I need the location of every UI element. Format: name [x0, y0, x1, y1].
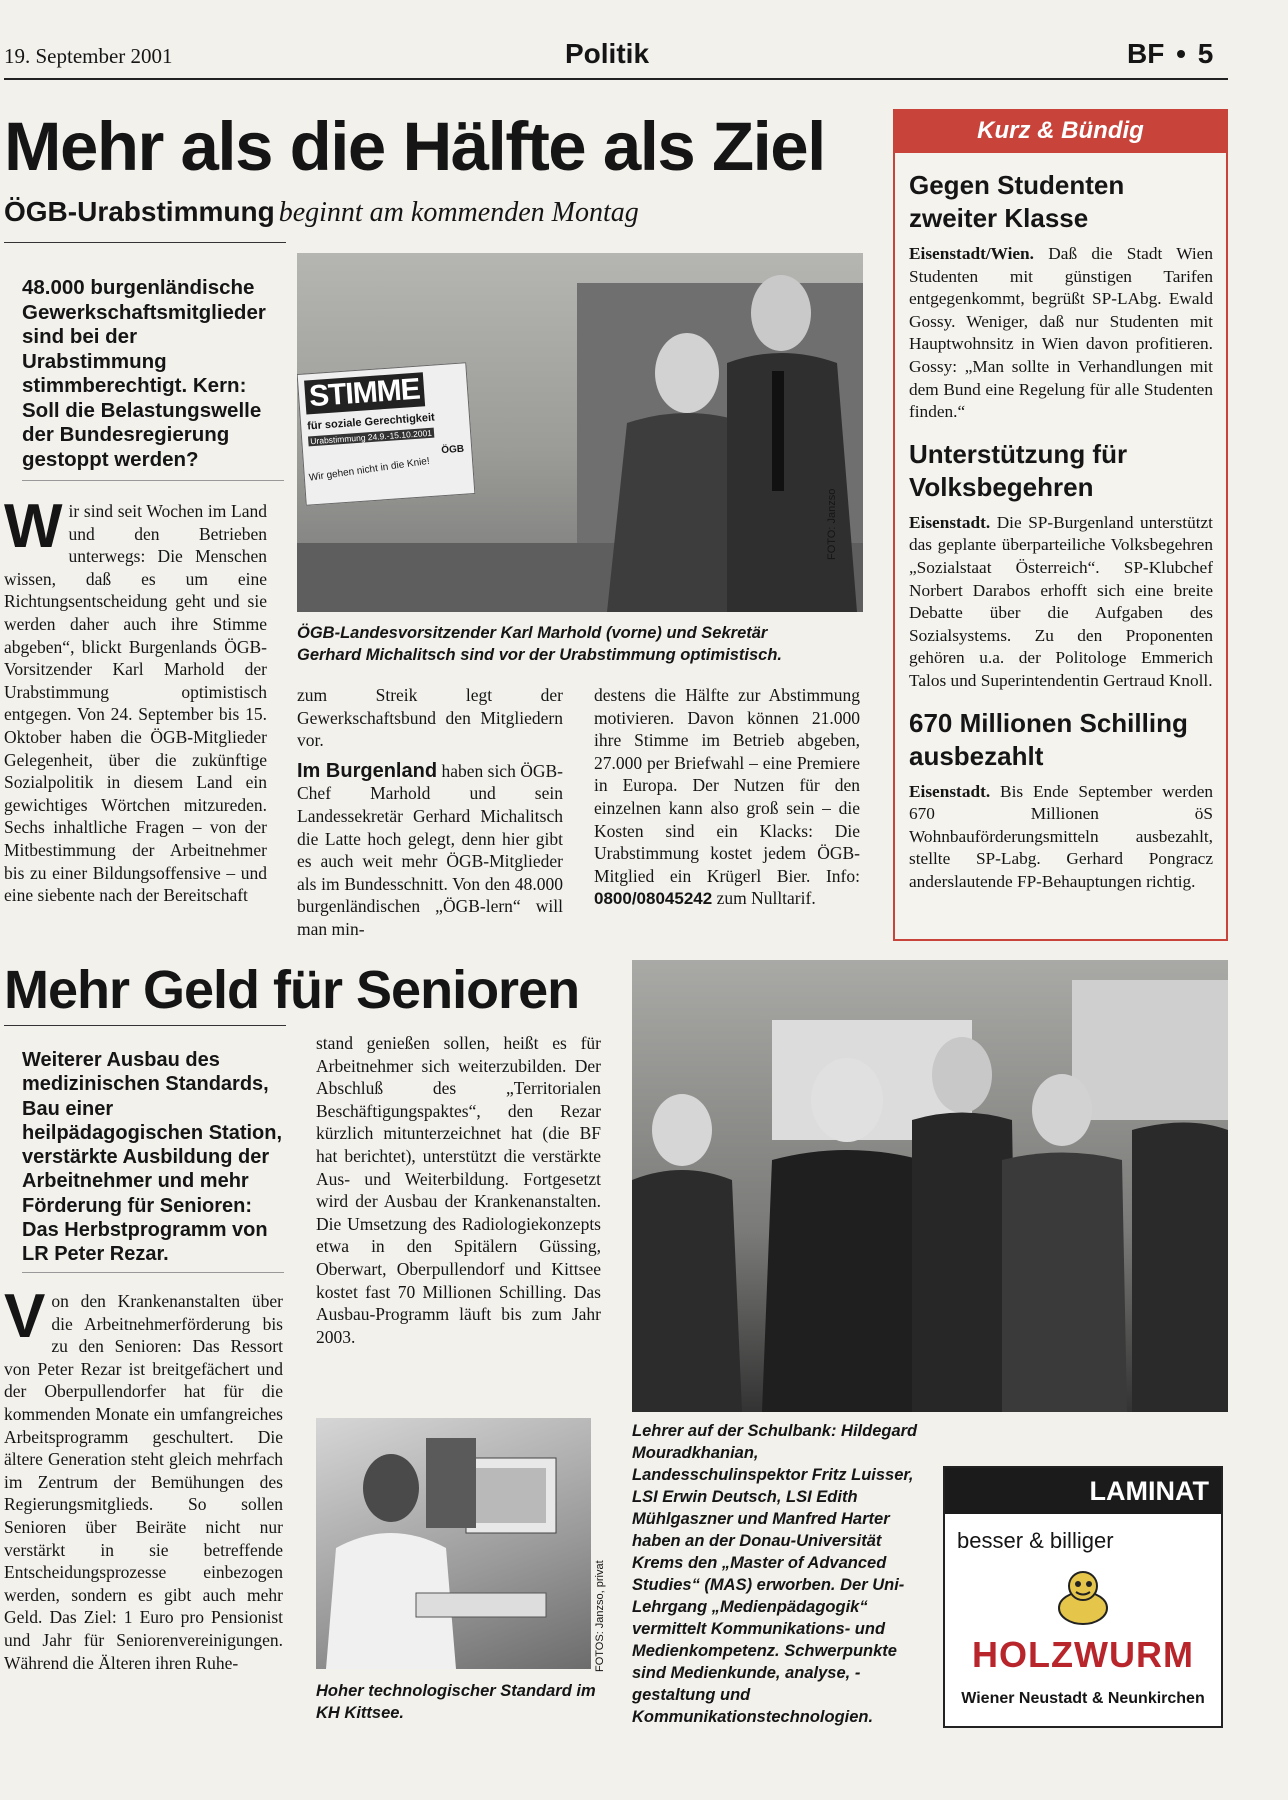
sidebar-item-2: [909, 438, 1213, 693]
article1-lead-rule: [22, 480, 284, 481]
poster-headline: STIMME: [304, 372, 425, 414]
article2-large-photo: [632, 960, 1228, 1412]
article1-subhead: [4, 196, 639, 229]
article1-dropcap: W: [4, 500, 63, 561]
sidebar-item-1-place: Eisenstadt/Wien.: [909, 244, 1034, 263]
article2-lead: Weiterer Ausbau des medizinischen Standards, Bau einer heilpädagogischen Station, verstärkte Ausbildung der Arbeitnehmer und mehr Förderung für Senioren: Das Herbstprogramm von LR Peter Rezar.: [22, 1049, 283, 1266]
article1-photo-caption: ÖGB-Landesvorsitzender Karl Marhold (vorne) und Sekretär Gerhard Michalitsch sind vor der Urabstimmung optimistisch.: [297, 624, 783, 664]
article2-photo-credit: FOTOS: Janzso, privat: [594, 1560, 606, 1672]
sidebar-title: Kurz & Bündig: [977, 117, 1144, 144]
ad-slogan: besser & billiger: [957, 1528, 1114, 1553]
page-header: [0, 36, 1228, 80]
article1-col2-text-a: zum Streik legt der Gewerkschaftsbund den Mitgliedern vor.: [297, 685, 563, 751]
article1-subhead-rest: beginnt am kommenden Montag: [278, 197, 639, 228]
article2-column-1: [4, 1290, 283, 1760]
header-paper: BF: [1127, 38, 1165, 69]
sidebar-item-2-place: Eisenstadt.: [909, 512, 991, 532]
header-separator: •: [1176, 38, 1186, 69]
article2-col2-text: stand genießen sollen, heißt es für Arbeitnehmer sich weiterzubilden. Der Abschluß des „Territorialen Beschäftigungspaktes“, den Rezar kürzlich mitunterzeichnet hat (die BF hat berichtet), unterstützt die verstärkte Aus- und Weiterbildung. Fortgesetzt wird der Ausbau der Krankenanstalten. Die Umsetzung des Radiologiekonzepts etwa in den Spitälern Güssing, Oberwart, Oberpullendorf und Kittsee kostet fast 70 Millionen Schilling. Das Ausbau-Programm läuft bis zum Jahr 2003.: [316, 1033, 601, 1347]
article1-subhead-bold: ÖGB-Urabstimmung: [4, 196, 275, 227]
sidebar-item-3-headline: 670 Millionen Schilling ausbezahlt: [909, 707, 1188, 771]
woodworm-mascot-icon: [1050, 1564, 1116, 1630]
poster-line-3: Wir gehen nicht in die Knie!: [308, 455, 431, 484]
sidebar-item-3-place: Eisenstadt.: [909, 781, 991, 801]
photo-group-graduates: [632, 960, 1228, 1412]
ad-location: Wiener Neustadt & Neunkirchen: [961, 1690, 1205, 1707]
sidebar-item-1-headline: Gegen Studenten zweiter Klasse: [909, 170, 1125, 233]
article2-headline-rule: [4, 1025, 286, 1026]
article1-col2-text-b: haben sich ÖGB-Chef Marhold und sein Landessekretär Gerhard Michalitsch die Latte hoch gelegt, denn hier gibt es auch weit mehr ÖGB-Mitglieder als im Bundesschnitt. Von den 48.000 burgenländischen „ÖGB-lern“ will man min-: [297, 760, 564, 939]
article1-subhead-rule: [4, 242, 286, 243]
photo-nurse-computer: [316, 1418, 591, 1669]
article1-col3-phone: 0800/08045242: [594, 889, 713, 909]
ad-title: LAMINAT: [1089, 1476, 1209, 1506]
article1-col3-text-a: destens die Hälfte zur Abstimmung motivieren. Davon können 21.000 ihre Stimme im Betrieb abgeben, 27.000 per Briefwahl – eine Premiere in Europa. Der Nutzen für den einzelnen kann also groß sein – die Kosten sind ein Klacks: Die Urabstimmung kostet jedem ÖGB-Mitglied ein Krügerl Bier. Info:: [594, 685, 860, 886]
article1-headline: Mehr als die Hälfte als Ziel: [4, 108, 825, 185]
article2-headline: Mehr Geld für Senioren: [4, 960, 580, 1020]
sidebar-title-bar: [895, 111, 1226, 153]
sidebar-items: [909, 169, 1213, 907]
sidebar-item-3-text: Bis Ende September werden 670 Millionen öS Wohnbauförderungsmitteln ausbezahlt, stellte SP-Labg. Gerhard Pongracz anderslautende FP-Behauptungen richtig.: [909, 781, 1214, 891]
header-section: Politik: [565, 38, 650, 69]
article2-lead-rule: [22, 1272, 284, 1273]
sidebar-item-1-body: [909, 243, 1213, 424]
article2-column-2: [316, 1032, 601, 1348]
article2-small-photo: [316, 1418, 591, 1669]
ad-holzwurm: [943, 1466, 1223, 1728]
article2-dropcap: V: [4, 1290, 46, 1351]
article1-photo-credit: FOTO: Janzso: [826, 488, 838, 560]
poster-logo: ÖGB: [440, 443, 465, 457]
article1-column-3: [594, 684, 860, 911]
article1-col1-text: ir sind seit Wochen im Land und den Betrieben unterwegs: Die Menschen wissen, daß es um eine Richtungsentscheidung geht und sie werden daher auch ihre Stimme abgeben“, blickt Burgenlands ÖGB-Vorsitzender Karl Marhold der Urabstimmung optimistisch entgegen. Von 24. September bis 15. Oktober haben die ÖGB-Mitglieder Gelegenheit, über die zukünftige Sozialpolitik in diesem Land ein gewichtiges Wörtchen mitzureden. Sechs inhaltliche Fragen – von der Mitbestimmung der Arbeitnehmer bis zu einer Bildungsoffensive – und eine siebente nach der Bereitschaft: [4, 501, 267, 906]
article1-lead: 48.000 burgenländische Gewerkschaftsmitglieder sind bei der Urabstimmung stimmberechtigt. Kern: Soll die Belastungswelle der Bundesregierung gestoppt werden?: [22, 276, 266, 471]
poster-line-1: für soziale Gerechtigkeit: [306, 411, 436, 433]
sidebar-item-2-body: [909, 512, 1213, 693]
sidebar-item-3-body: [909, 781, 1213, 894]
article2-large-caption: Lehrer auf der Schulbank: Hildegard Mouradkhanian, Landesschulinspektor Fritz Luisser, LSI Erwin Deutsch, LSI Edith Mühlgaszner und Manfred Harter haben an der Donau-Universität Krems den „Master of Advanced Studies“ (MAS) erworben. Der Uni-Lehrgang „Medienpädagogik“ vermittelt Kommunikations- und Medienkompetenz. Schwerpunkte sind Medienkunde, analyse, -gestaltung und Kommunikationstechnologien.: [632, 1422, 918, 1726]
article1-column-2: [297, 684, 563, 941]
article1-col3-text-b: zum Nulltarif.: [716, 888, 816, 909]
sidebar-item-1-text: Daß die Stadt Wien Studenten mit günstigen Tarifen entgegenkommt, begrüßt SP-LAbg. Ewald Gossy. Weniger, daß nur Studenten mit Hauptwohnsitz in Wien davon profitieren. Gossy: „Man sollte in Verhandlungen mit dem Bund eine Regelung für alle Studenten finden.“: [909, 244, 1213, 422]
article1-photo: [297, 253, 863, 612]
poster-line-2: Urabstimmung 24.9.-15.10.2001: [309, 427, 433, 447]
header-paper-page: [1127, 38, 1213, 70]
article2-col1-text: on den Krankenanstalten über die Arbeitnehmerförderung bis zu den Senioren: Das Ressort von Peter Rezar ist breitgefächert und der Oberpullendorfer hat für die kommenden Monate ein umfangreiches Arbeitsprogramm geschultert. Die ältere Generation steht gleich mehrfach im Zentrum der Bemühungen des Regierungsmitglieds. So sollen Senioren über Beiräte nicht nur verstärkt in sie betreffende Entscheidungsprozesse einbezogen werden, sondern es gibt auch mehr Geld. Das Ziel: 1 Euro pro Pensionist und Jahr für Seniorenvereinigungen. Während die Älteren ihren Ruhe-: [4, 1291, 283, 1673]
sidebar-kurz-buendig: [893, 109, 1228, 941]
article2-small-caption: Hoher technologischer Standard im KH Kittsee.: [316, 1682, 596, 1722]
header-date: 19. September 2001: [4, 44, 173, 68]
header-page-number: 5: [1197, 38, 1214, 69]
campaign-poster: [297, 362, 475, 506]
sidebar-item-1: [909, 169, 1213, 424]
article1-col2-runin: Im Burgenland: [297, 759, 438, 782]
ad-title-bar: [945, 1468, 1221, 1514]
sidebar-item-3: [909, 707, 1213, 894]
sidebar-item-2-text: Die SP-Burgenland unterstützt das geplante überparteiliche Volksbegehren „Sozialstaat Österreich“. SP-Klubchef Norbert Darabos erhofft sich eine breite Debatte über die Aufgaben des Sozialsystems. Zu den Proponenten gehören u.a. der Politologe Emmerich Talos und Superintendentin Gertraud Knoll.: [909, 512, 1213, 690]
sidebar-item-2-headline: Unterstützung für Volksbegehren: [909, 438, 1128, 502]
header-rule: [4, 78, 1228, 80]
ad-brand: HOLZWURM: [972, 1634, 1194, 1675]
article1-column-1: [4, 500, 267, 948]
